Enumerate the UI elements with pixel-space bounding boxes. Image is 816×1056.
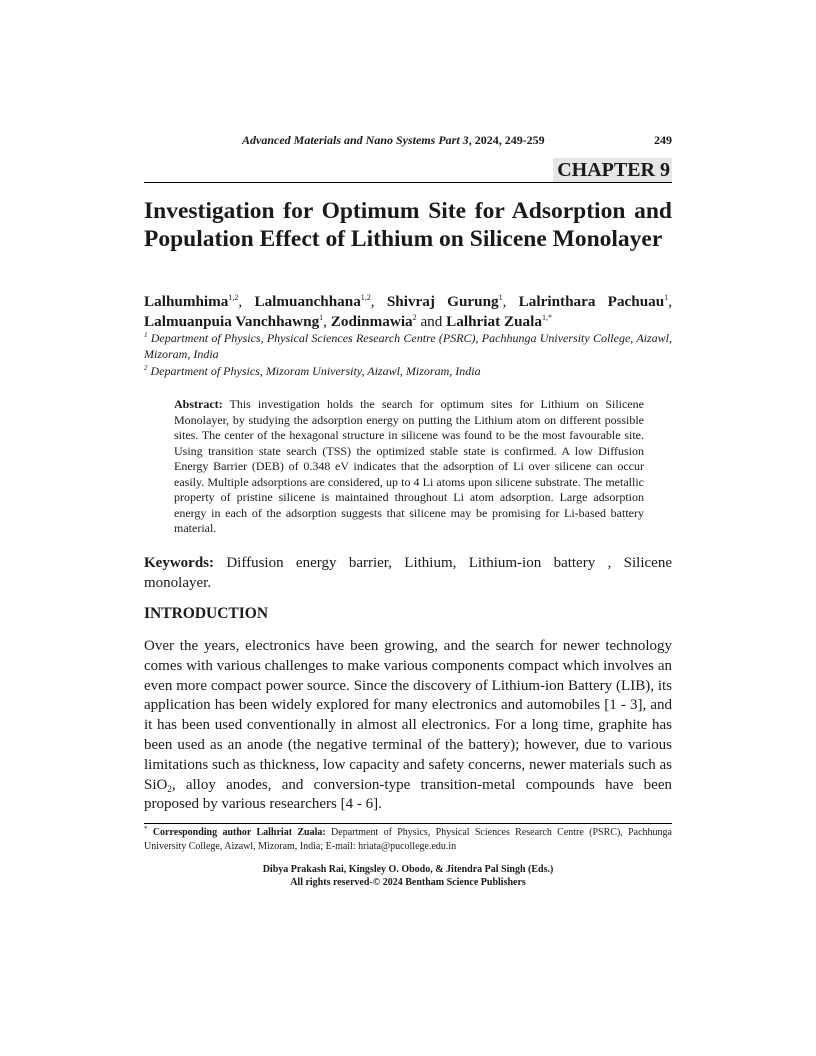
chapter-rule bbox=[144, 182, 672, 183]
corresponding-author-footnote: * Corresponding author Lalhriat Zuala: Department of Physics, Physical Sciences Research Centre (PSRC), Pachhunga University College, Aizawl, Mizoram, India; E-mail: hriata@pucollege.edu.in bbox=[144, 825, 672, 852]
author: Lalrinthara Pachuau$^1$, bbox=[518, 293, 673, 310]
author-list bbox=[144, 292, 672, 332]
keywords-label: Keywords: bbox=[144, 555, 214, 571]
copyright-line: All rights reserved-© 2024 Bentham Science Publishers bbox=[290, 877, 526, 888]
author: Lalmuanchhana$^{1,2}$, bbox=[254, 293, 387, 310]
journal-citation bbox=[242, 133, 545, 148]
introduction-paragraph: Over the years, electronics have been growing, and the search for newer technology comes with various challenges to make various components compact which involves an even more compact power source. Since the discovery of Lithium-ion Battery (LIB), its application has been widely explored for many electronics and automobiles [1 - 3], and it has been used conventionally in almost all electronics. For a long time, graphite has been used as an anode (the negative terminal of the battery); however, due to various limitations such as thickness, low capacity and safety concerns, newer materials such as SiO$_2$, alloy anodes, and conversion-type transition-metal compounds have been proposed by various researchers [4 - 6]. bbox=[144, 638, 672, 813]
keywords bbox=[144, 553, 672, 593]
abstract bbox=[174, 397, 644, 537]
author: Shivraj Gurung$^1$, bbox=[386, 293, 519, 310]
author-corresponding: Lalhriat Zuala$^{1,*}$ bbox=[446, 313, 552, 330]
abstract-label: Abstract: bbox=[174, 397, 223, 411]
chapter-label: CHAPTER 9 bbox=[553, 158, 672, 182]
journal-title: Advanced Materials and Nano Systems Part 3 bbox=[242, 133, 469, 147]
abstract-text: This investigation holds the search for optimum sites for Lithium on Silicene Monolayer, by studying the adsorption energy on putting the Lithium atom on different possible sites. The center of the hexagonal structure in silicene was found to be the most favourable site. Using transition state search (TSS) the optimized stable state is confirmed. A low Diffusion Energy Barrier (DEB) of 0.348 eV indicates that the adsorption of Li over silicene can occur easily. Multiple adsorptions are considered, up to 4 Li atoms upon silicene substrate. The metallic property of pristine silicene is maintained throughout Li atom adsorption. Large adsorption energy in each of the adsorption suggests that silicene may be promising for Li-based battery material. bbox=[174, 397, 644, 535]
author: Lalmuanpuia Vanchhawng$^1$, bbox=[144, 313, 331, 330]
author: Zodinmawia$^2$ and bbox=[330, 313, 447, 330]
section-heading-introduction: INTRODUCTION bbox=[144, 605, 269, 622]
affiliation-1: $^1$ Department of Physics, Physical Sciences Research Centre (PSRC), Pachhunga University College, Aizawl, Mizoram, India bbox=[144, 331, 672, 361]
affiliation-2: $^2$ Department of Physics, Mizoram University, Aizawl, Mizoram, India bbox=[144, 364, 481, 378]
footnote-rule bbox=[144, 823, 672, 824]
running-head bbox=[144, 133, 672, 149]
author: Lalhumhima$^{1,2}$, bbox=[144, 293, 255, 310]
paper-title: Investigation for Optimum Site for Adsorption and Population Effect of Lithium on Silicene Monolayer bbox=[144, 198, 672, 252]
keywords-text: Diffusion energy barrier, Lithium, Lithium-ion battery , Silicene monolayer. bbox=[144, 555, 672, 591]
journal-year-pages: , 2024, 249-259 bbox=[468, 133, 545, 147]
page-number: 249 bbox=[654, 133, 672, 147]
editors-line: Dibya Prakash Rai, Kingsley O. Obodo, & Jitendra Pal Singh (Eds.) bbox=[262, 864, 554, 875]
publisher-info bbox=[144, 863, 672, 889]
